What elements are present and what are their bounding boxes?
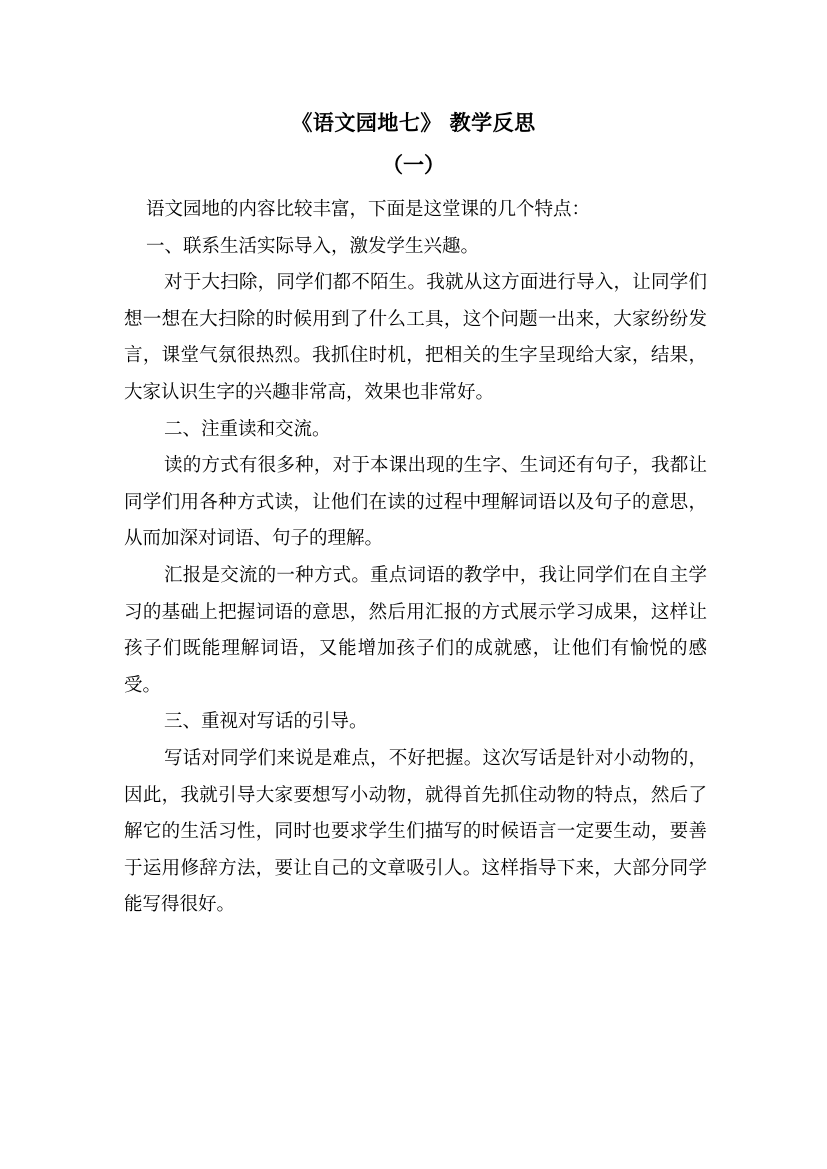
document-subtitle: （一） bbox=[382, 152, 445, 177]
section-1-heading: 一、联系生活实际导入，激发学生兴趣。 bbox=[146, 235, 480, 257]
document-body bbox=[124, 192, 707, 924]
section-2-heading: 二、注重读和交流。 bbox=[164, 418, 331, 440]
section-2-paragraph-2: 汇报是交流的一种方式。重点词语的教学中，我让同学们在自主学习的基础上把握词语的意思，然后用汇报的方式展示学习成果，这样让孩子们既能理解词语，又能增加孩子们的成就感，让他们有愉悦的感受。 bbox=[124, 564, 707, 696]
section-3-paragraph: 写话对同学们来说是难点，不好把握。这次写话是针对小动物的，因此，我就引导大家要想写小动物，就得首先抓住动物的特点，然后了解它的生活习性，同时也要求学生们描写的时候语言一定要生动，要善于运用修辞方法，要让自己的文章吸引人。这样指导下来，大部分同学能写得很好。 bbox=[124, 747, 707, 916]
intro-paragraph: 语文园地的内容比较丰富，下面是这堂课的几个特点： bbox=[146, 199, 591, 220]
section-3-heading: 三、重视对写话的引导。 bbox=[164, 711, 368, 733]
document-title: 《语文园地七》 教学反思 bbox=[291, 110, 536, 135]
section-1-paragraph: 对于大扫除，同学们都不陌生。我就从这方面进行导入，让同学们想一想在大扫除的时候用到了什么工具，这个问题一出来，大家纷纷发言，课堂气氛很热烈。我抓住时机，把相关的生字呈现给大家，结果，大家认识生字的兴趣非常高，效果也非常好。 bbox=[124, 272, 707, 403]
section-2-paragraph-1: 读的方式有很多种，对于本课出现的生字、生词还有句子，我都让同学们用各种方式读，让他们在读的过程中理解词语以及句子的意思，从而加深对词语、句子的理解。 bbox=[124, 455, 707, 550]
